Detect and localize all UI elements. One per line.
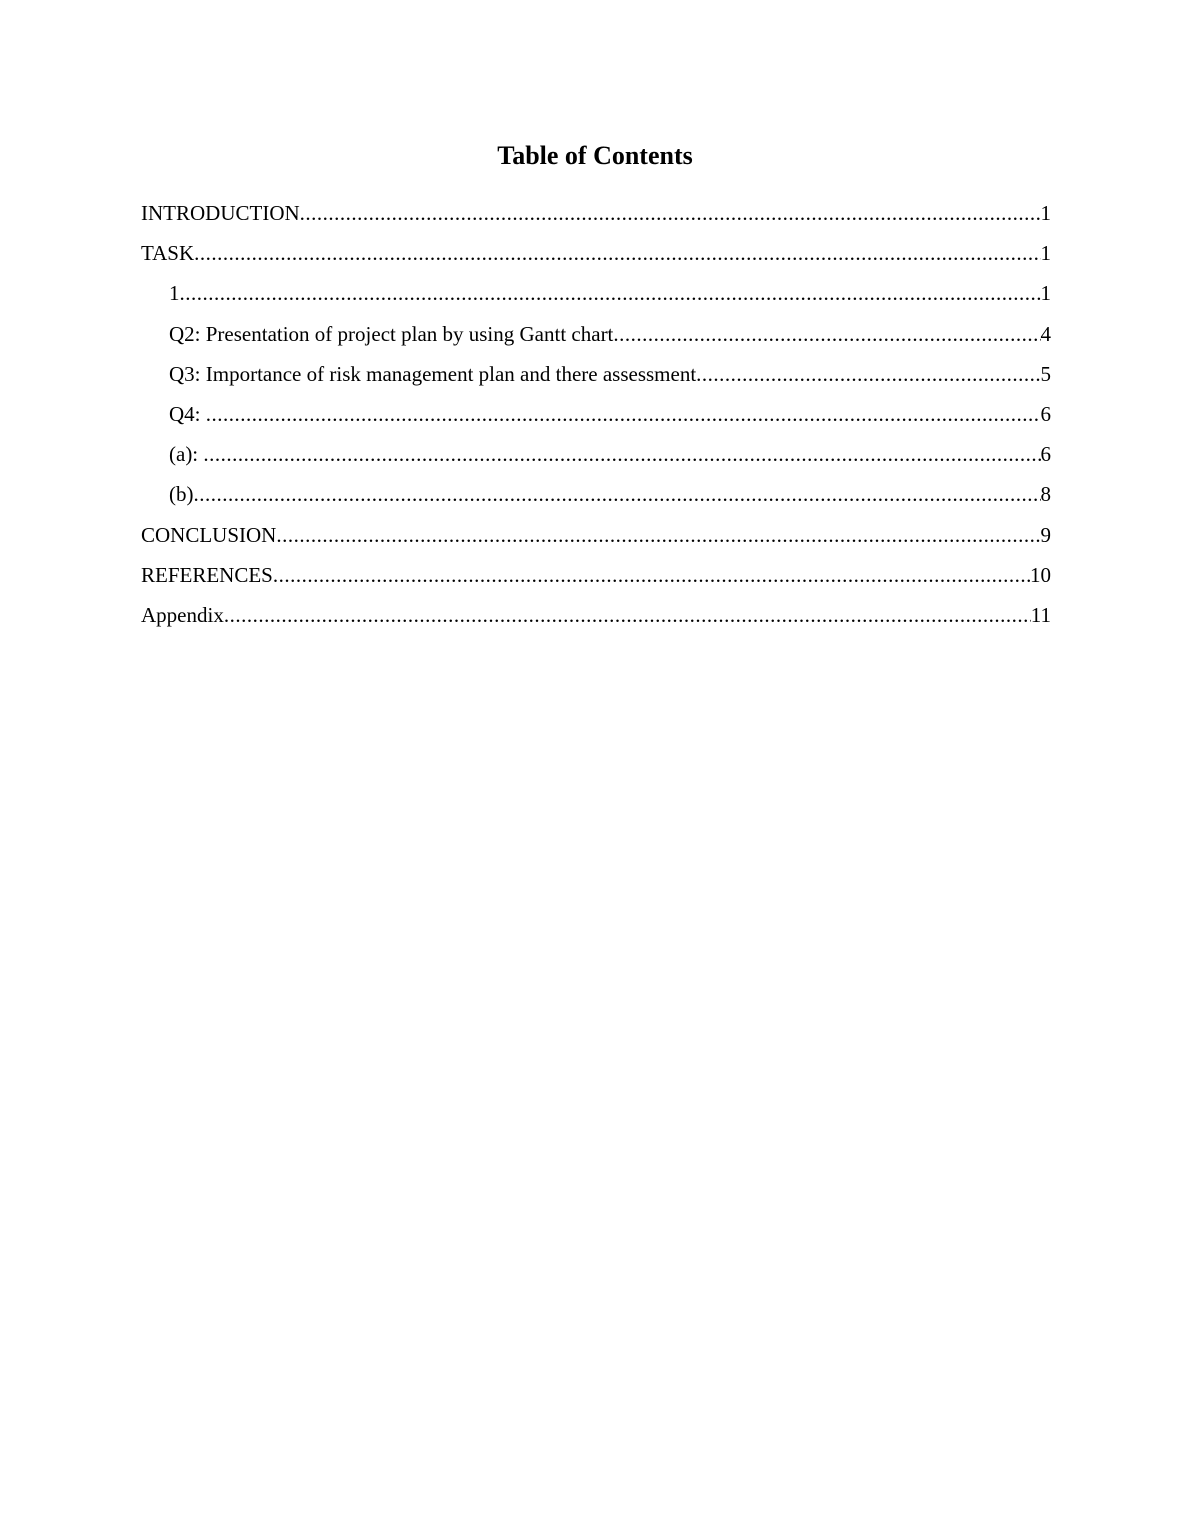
toc-page-number: 6 bbox=[1040, 442, 1051, 467]
toc-entry-text: CONCLUSION bbox=[141, 522, 277, 547]
toc-dot-leader bbox=[206, 397, 1041, 431]
toc-entry-appendix[interactable] bbox=[141, 598, 1051, 638]
toc-entry-q3[interactable] bbox=[141, 357, 1051, 397]
toc-entry-text: Q4: bbox=[169, 401, 206, 426]
toc-dot-leader bbox=[300, 196, 1041, 230]
toc-dot-leader bbox=[224, 598, 1031, 632]
toc-entry-text: 1 bbox=[169, 281, 180, 306]
toc-entry-conclusion[interactable] bbox=[141, 518, 1051, 558]
toc-dot-leader bbox=[613, 317, 1040, 351]
toc-entry-text: REFERENCES bbox=[141, 562, 273, 587]
toc-entry-references[interactable] bbox=[141, 558, 1051, 598]
toc-dot-leader bbox=[194, 236, 1040, 270]
toc-dot-leader bbox=[696, 357, 1040, 391]
toc-page-number: 9 bbox=[1040, 522, 1051, 547]
toc-dot-leader bbox=[276, 518, 1040, 552]
toc-dot-leader bbox=[203, 437, 1040, 471]
toc-entry-text: Q2: Presentation of project plan by using Gantt chart bbox=[169, 321, 614, 346]
toc-dot-leader bbox=[273, 558, 1030, 592]
toc-page-number: 8 bbox=[1040, 482, 1051, 507]
toc-page-number: 11 bbox=[1030, 602, 1051, 627]
toc-entry-1[interactable] bbox=[141, 276, 1051, 316]
toc-page-number: 1 bbox=[1040, 241, 1051, 266]
toc-entry-text: TASK bbox=[141, 241, 195, 266]
toc-title: Table of Contents bbox=[497, 141, 693, 170]
toc-entry-text: (a): bbox=[169, 442, 204, 467]
toc-entry-introduction[interactable] bbox=[141, 196, 1051, 236]
toc-dot-leader bbox=[180, 276, 1041, 310]
toc-entry-text: Appendix bbox=[141, 602, 224, 627]
toc-page-number: 6 bbox=[1040, 401, 1051, 426]
toc-entry-task[interactable] bbox=[141, 236, 1051, 276]
toc-entry-b[interactable] bbox=[141, 477, 1051, 517]
toc-entry-q4[interactable] bbox=[141, 397, 1051, 437]
toc-page-number: 4 bbox=[1040, 321, 1051, 346]
toc-entry-q2[interactable] bbox=[141, 317, 1051, 357]
toc-entry-text: Q3: Importance of risk management plan and there assessment bbox=[169, 361, 697, 386]
toc-dot-leader bbox=[194, 477, 1041, 511]
toc-page-number: 1 bbox=[1040, 281, 1051, 306]
toc-page-number: 1 bbox=[1040, 201, 1051, 225]
toc-entry-text: INTRODUCTION bbox=[141, 201, 300, 225]
toc-list bbox=[141, 196, 1051, 638]
toc-page-number: 5 bbox=[1040, 361, 1051, 386]
toc-entry-text: (b) bbox=[169, 482, 194, 507]
toc-page-number: 10 bbox=[1030, 562, 1051, 587]
toc-entry-a[interactable] bbox=[141, 437, 1051, 477]
